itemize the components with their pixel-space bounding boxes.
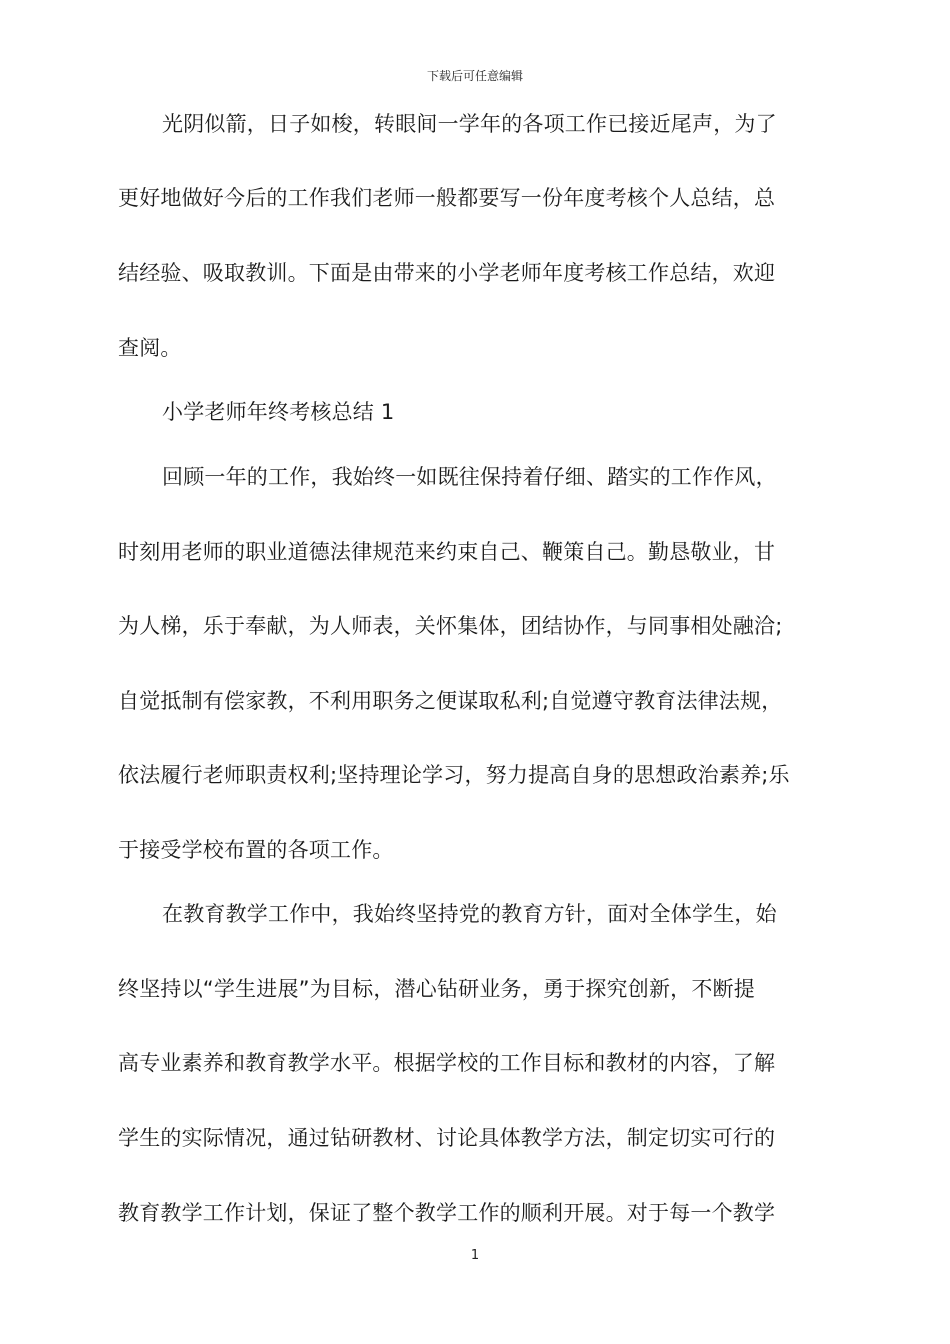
- paragraph-line: 查阅。: [118, 336, 182, 360]
- page-number: 1: [470, 1248, 480, 1263]
- paragraph-line: 回顾一年的工作，我始终一如既往保持着仔细、踏实的工作作风，: [162, 465, 777, 489]
- page-header: 下载后可任意编辑: [426, 69, 523, 83]
- paragraph-line: 结经验、吸取教训。下面是由带来的小学老师年度考核工作总结，欢迎: [118, 261, 776, 285]
- paragraph-line: 自觉抵制有偿家教，不利用职务之便谋取私利;自觉遵守教育法律法规，: [118, 689, 783, 713]
- section-heading: 小学老师年终考核总结 1: [162, 400, 395, 424]
- paragraph-line: 光阴似箭，日子如梭，转眼间一学年的各项工作已接近尾声，为了: [162, 112, 777, 136]
- paragraph-line: 终坚持以“学生进展”为目标，潜心钻研业务，勇于探究创新，不断提: [118, 977, 755, 1001]
- paragraph-line: 教育教学工作计划，保证了整个教学工作的顺利开展。对于每一个教学: [118, 1201, 776, 1225]
- paragraph-line: 于接受学校布置的各项工作。: [118, 838, 394, 862]
- paragraph-line: 在教育教学工作中，我始终坚持党的教育方针，面对全体学生，始: [162, 902, 777, 926]
- paragraph-line: 学生的实际情况，通过钻研教材、讨论具体教学方法，制定切实可行的: [118, 1126, 776, 1150]
- paragraph-line: 更好地做好今后的工作我们老师一般都要写一份年度考核个人总结，总: [118, 186, 776, 210]
- paragraph-line: 时刻用老师的职业道德法律规范来约束自己、鞭策自己。勤恳敬业，甘: [118, 540, 776, 564]
- paragraph-line: 依法履行老师职责权利;坚持理论学习，努力提高自身的思想政治素养;乐: [118, 763, 790, 787]
- paragraph-line: 高专业素养和教育教学水平。根据学校的工作目标和教材的内容，了解: [118, 1051, 776, 1075]
- paragraph-line: 为人梯，乐于奉献，为人师表，关怀集体，团结协作，与同事相处融洽;: [118, 614, 783, 638]
